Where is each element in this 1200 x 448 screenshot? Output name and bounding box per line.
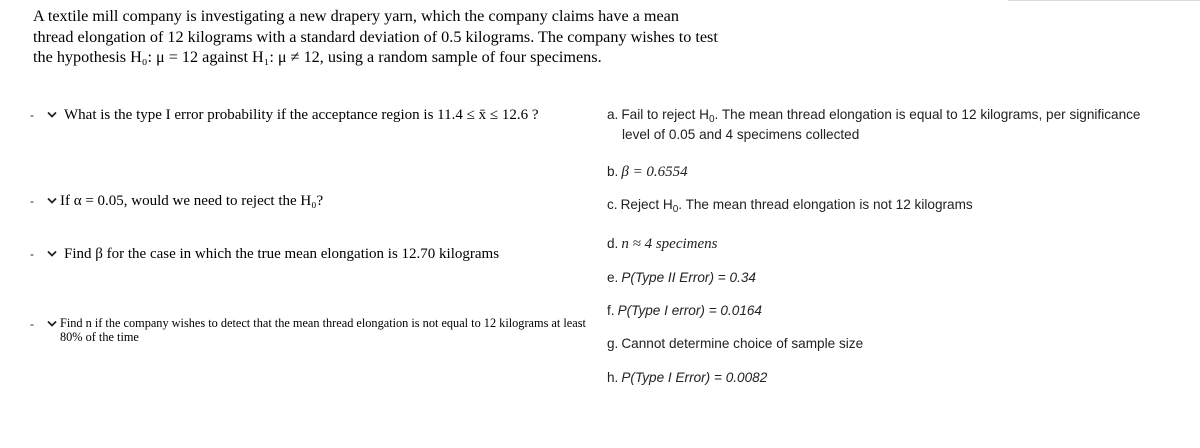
question-row-1 (30, 105, 539, 125)
answer-option-c (607, 195, 973, 220)
top-divider (1008, 0, 1200, 1)
intro-line-1: A textile mill company is investigating a new drapery yarn, which the company claims have a mean (33, 7, 679, 25)
option-text: Cannot determine choice of sample size (621, 336, 864, 351)
option-text: Fail to reject H (621, 107, 709, 122)
option-text-cont: . The mean thread elongation is not 12 kilograms (678, 197, 973, 212)
answer-option-a (607, 105, 1141, 142)
option-letter: h. (607, 370, 619, 385)
chevron-down-icon[interactable] (44, 105, 60, 125)
option-letter: d. (607, 236, 619, 251)
question-row-2 (30, 191, 323, 211)
problem-statement (33, 6, 793, 68)
option-text: P(Type I Error) = 0.0082 (621, 370, 768, 385)
option-text: P(Type II Error) = 0.34 (621, 270, 756, 285)
option-text: n ≈ 4 specimens (621, 236, 718, 252)
option-text: β = 0.6554 (621, 164, 688, 180)
answer-slot: - (30, 317, 34, 331)
answer-option-d (607, 234, 717, 254)
option-text-cont: . The mean thread elongation is equal to 12 kilograms, per significance (714, 107, 1141, 122)
option-subscript: 0 (672, 204, 679, 215)
option-letter: e. (607, 270, 619, 285)
chevron-down-icon[interactable] (44, 314, 60, 334)
answer-slot: - (30, 247, 34, 261)
answer-slot: - (30, 108, 34, 122)
option-text: P(Type I error) = 0.0164 (617, 303, 762, 318)
answer-option-h (607, 368, 767, 388)
chevron-down-icon[interactable] (44, 244, 60, 264)
option-letter: g. (607, 336, 619, 351)
question-row-3 (30, 244, 499, 264)
intro-line-3: the hypothesis H₀: μ = 12 against H₁: μ ≠ 12, using a random sample of four specimens. (33, 48, 602, 66)
question-text: Find β for the case in which the true mean elongation is 12.70 kilograms (64, 246, 500, 262)
option-text: Reject H (620, 197, 673, 212)
option-letter: f. (607, 303, 615, 318)
intro-line-2: thread elongation of 12 kilograms with a standard deviation of 0.5 kilograms. The company wishes to test (33, 27, 718, 46)
question-text: Find n if the company wishes to detect that the mean thread elongation is not equal to 12 kilograms at least 80% of the time (60, 316, 586, 344)
answer-slot: - (30, 194, 34, 208)
answer-option-e (607, 268, 756, 288)
option-letter: c. (607, 197, 618, 212)
answer-option-b (607, 162, 688, 182)
chevron-down-icon[interactable] (44, 191, 60, 211)
option-subscript: 0 (708, 114, 715, 125)
question-text: If α = 0.05, would we need to reject the H₀? (60, 193, 324, 209)
option-text-line-2: level of 0.05 and 4 specimens collected (622, 127, 860, 142)
question-row-4 (30, 314, 605, 344)
answer-option-g (607, 334, 863, 354)
option-letter: b. (607, 164, 619, 179)
answer-option-f (607, 301, 762, 321)
question-text: What is the type I error probability if the acceptance region is 11.4 ≤ x̄ ≤ 12.6 ? (64, 107, 539, 123)
option-letter: a. (607, 107, 619, 122)
